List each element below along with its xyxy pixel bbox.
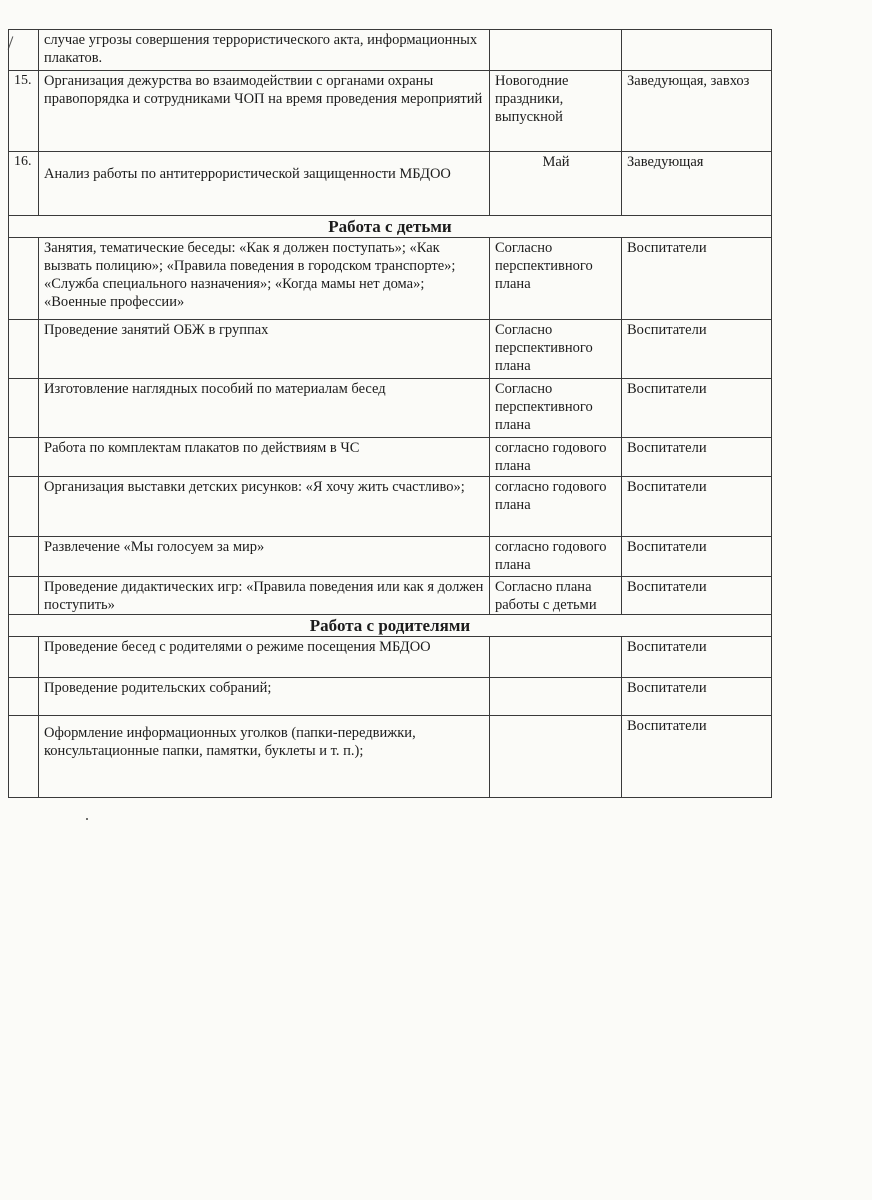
activity-cell: Организация выставки детских рисунков: «Я хочу жить счастливо»; (39, 477, 490, 537)
responsible-cell: Воспитатели (622, 577, 772, 615)
row-number (9, 477, 39, 537)
responsible-cell: Воспитатели (622, 537, 772, 577)
table-row (9, 637, 772, 678)
activity-cell: Проведение бесед с родителями о режиме посещения МБДОО (39, 637, 490, 678)
activity-plan-table (8, 29, 772, 798)
table-row (9, 152, 772, 216)
activity-cell: Занятия, тематические беседы: «Как я должен поступать»; «Как вызвать полицию»; «Правила поведения в городском транспорте»; «Служба специального назначения»; «Когда мамы нет дома»; «Военные профессии» (39, 238, 490, 320)
responsible-cell: Воспитатели (622, 637, 772, 678)
responsible-cell: Воспитатели (622, 477, 772, 537)
row-number (9, 30, 39, 71)
deadline-cell (490, 637, 622, 678)
deadline-cell: Май (490, 152, 622, 216)
activity-cell: Проведение родительских собраний; (39, 678, 490, 716)
table-row (9, 537, 772, 577)
deadline-cell: согласно годового плана (490, 438, 622, 477)
deadline-cell: Новогодние праздники, выпускной (490, 71, 622, 152)
row-number (9, 320, 39, 379)
responsible-cell: Воспитатели (622, 238, 772, 320)
table-row (9, 577, 772, 615)
section-header-parents (9, 615, 772, 637)
row-number (9, 379, 39, 438)
activity-cell: случае угрозы совершения террористического акта, информационных плакатов. (39, 30, 490, 71)
responsible-cell: Воспитатели (622, 379, 772, 438)
table-row (9, 477, 772, 537)
table-row (9, 30, 772, 71)
row-number: 15. (9, 71, 39, 152)
table-row (9, 379, 772, 438)
activity-cell: Организация дежурства во взаимодействии с органами охраны правопорядка и сотрудниками ЧОП на время проведения мероприятий (39, 71, 490, 152)
table-row (9, 438, 772, 477)
activity-text: Анализ работы по антитеррористической защищенности МБДОО (44, 166, 451, 182)
deadline-cell (490, 716, 622, 798)
scan-speck (86, 818, 88, 820)
table-row (9, 716, 772, 798)
row-number (9, 716, 39, 798)
responsible-cell: Заведующая, завхоз (622, 71, 772, 152)
deadline-cell: Согласно плана работы с детьми (490, 577, 622, 615)
responsible-cell: Воспитатели (622, 716, 772, 798)
activity-cell (39, 152, 490, 216)
deadline-cell (490, 678, 622, 716)
responsible-cell: Воспитатели (622, 678, 772, 716)
deadline-cell: Согласно перспективного плана (490, 320, 622, 379)
responsible-cell: Воспитатели (622, 320, 772, 379)
row-number: 16. (9, 152, 39, 216)
row-number (9, 678, 39, 716)
activity-cell: Проведение дидактических игр: «Правила поведения или как я должен поступить» (39, 577, 490, 615)
section-header-children (9, 216, 772, 238)
responsible-cell (622, 30, 772, 71)
deadline-cell: согласно годового плана (490, 537, 622, 577)
deadline-cell: Согласно перспективного плана (490, 238, 622, 320)
table-row (9, 238, 772, 320)
row-number (9, 438, 39, 477)
table-row (9, 678, 772, 716)
deadline-cell (490, 30, 622, 71)
table-row (9, 320, 772, 379)
deadline-cell: Согласно перспективного плана (490, 379, 622, 438)
activity-cell: Оформление информационных уголков (папки-передвижки, консультационные папки, памятки, буклеты и т. п.); (39, 716, 490, 798)
activity-cell: Работа по комплектам плакатов по действиям в ЧС (39, 438, 490, 477)
deadline-cell: согласно годового плана (490, 477, 622, 537)
row-number (9, 238, 39, 320)
section-title: Работа с детьми (9, 216, 772, 238)
section-title: Работа с родителями (9, 615, 772, 637)
activity-cell: Развлечение «Мы голосуем за мир» (39, 537, 490, 577)
responsible-cell: Воспитатели (622, 438, 772, 477)
table-row (9, 71, 772, 152)
activity-cell: Изготовление наглядных пособий по материалам бесед (39, 379, 490, 438)
row-number (9, 577, 39, 615)
responsible-cell: Заведующая (622, 152, 772, 216)
row-number (9, 537, 39, 577)
row-number (9, 637, 39, 678)
activity-cell: Проведение занятий ОБЖ в группах (39, 320, 490, 379)
